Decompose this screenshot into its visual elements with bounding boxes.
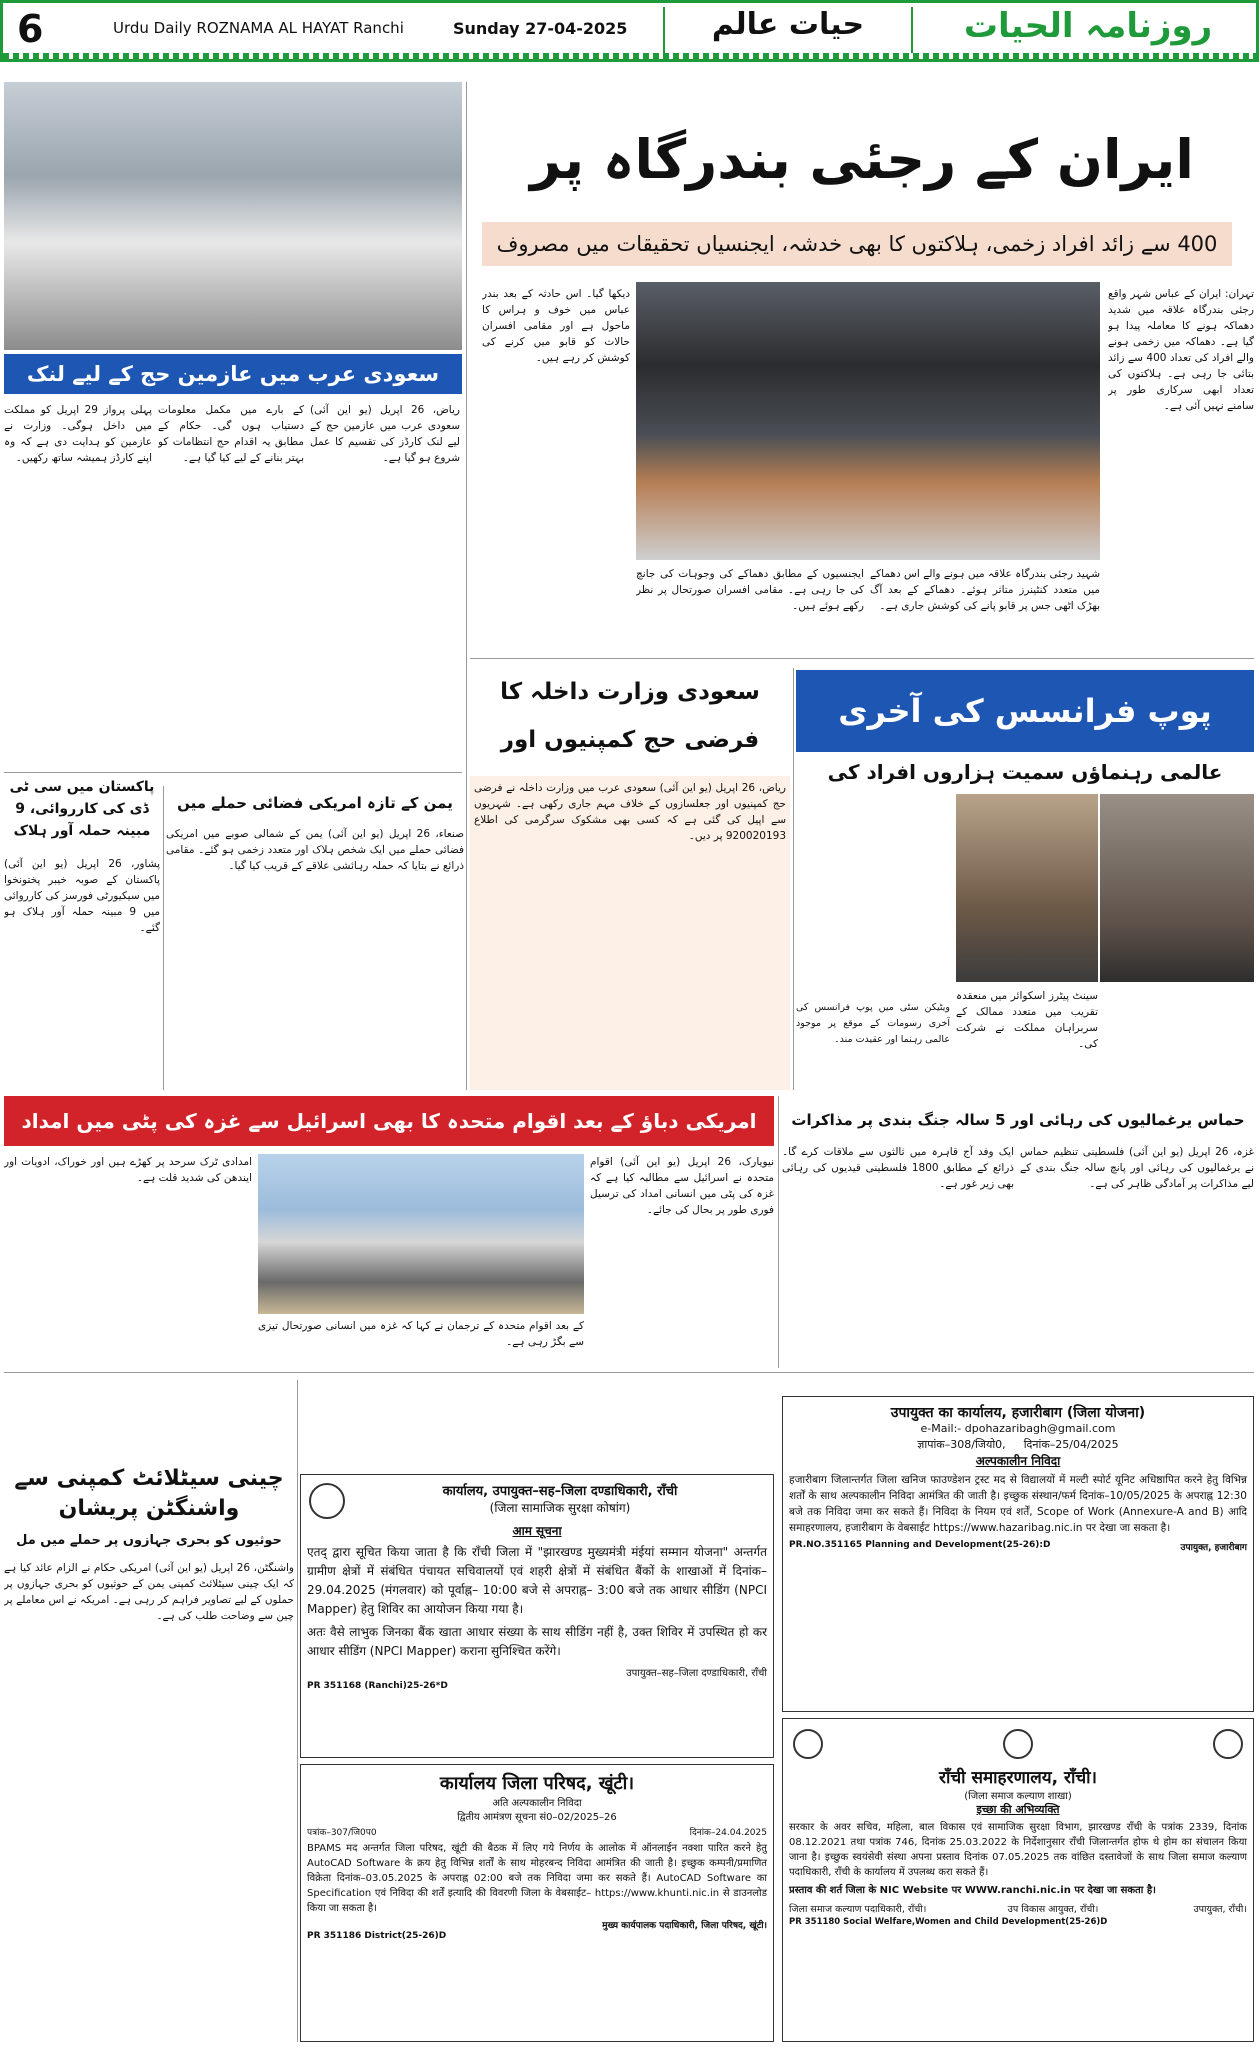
hamas-col-1: غزہ، 26 اپریل (یو این آئی) فلسطینی تنظیم حماس نے یرغمالیوں کی رہائی اور پانچ سالہ جنگ بندی کے لیے مذاکرات پر آمادگی ظاہر کی ہے۔ xyxy=(1020,1146,1254,1190)
ad-ranchi-ssc-subtitle: (जिला सामाजिक सुरक्षा कोषांग) xyxy=(489,1501,631,1515)
saudi-hajj-col-1: ریاض، 26 اپریل (یو این آئی) سعودی عرب میں عازمین حج کے لیے لنک کارڈز کی تقسیم کا عمل شروع ہو گیا ہے۔ xyxy=(310,404,460,464)
ad-hazaribagh-notice: अल्पकालीन निविदा xyxy=(975,1454,1061,1468)
iran-col-2: شہید رجئی بندرگاہ علاقہ میں ہونے والے اس دھماکے میں متعدد کنٹینرز متاثر ہوئے۔ دھماکے کے بعد آگ بھڑک اٹھی جس پر قابو پانے کی کوشش جاری ہے۔ xyxy=(870,568,1100,612)
ad-hazaribagh-pr: PR.NO.351165 Planning and Development(25-26):D xyxy=(789,1540,1051,1550)
ad-hazaribagh-signatory: उपायुक्त, हजारीबाग xyxy=(1180,1543,1247,1553)
ad-hazaribagh-date: दिनांक–25/04/2025 xyxy=(1023,1438,1119,1451)
pakistan-body: پشاور، 26 اپریل (یو این آئی) پاکستان کے صوبہ خیبر پختونخوا میں سیکیورٹی فورسز کی کارروائی میں 9 مبینہ حملہ آور ہلاک ہو گئے۔ xyxy=(4,858,160,934)
un-gaza-col-1: نیویارک، 26 اپریل (یو این آئی) اقوام متحدہ نے اسرائیل سے مطالبہ کیا ہے کہ غزہ کی پٹی میں انسانی امداد کی ترسیل فوری طور پر بحال کی جائے۔ xyxy=(590,1156,774,1216)
yemen-body: صنعاء، 26 اپریل (یو این آئی) یمن کے شمالی صوبے میں امریکی فضائی حملے میں ایک شخص ہلاک اور متعدد زخمی ہو گئے۔ مقامی ذرائع نے بتایا کہ حملہ رہائشی علاقے کے قریب کیا گیا۔ xyxy=(166,828,464,872)
pope-funeral-photo xyxy=(956,794,1098,982)
ad-ranchi-ssc-signatory: उपायुक्त–सह–जिला दण्डाधिकारी, राँची xyxy=(626,1668,767,1679)
ad-ranchi-collectorate-sig-1: जिला समाज कल्याण पदाधिकारी, राँची। xyxy=(789,1904,927,1915)
saudi-hajj-col-3: پہلی پرواز 29 اپریل کو مملکت میں داخل ہوگی۔ وزارت نے عازمین کو ہدایت دی ہے کہ وہ اپنے کارڈز ہمیشہ ساتھ رکھیں۔ xyxy=(4,404,152,464)
iran-col-1: تہران: ایران کے عباس شہر واقع رجئی بندرگاہ علاقہ میں شدید دھماکہ ہونے کا معاملہ پیدا ہو گیا ہے۔ دھماکہ میں زخمی ہونے والے افراد کی تعداد 400 سے زائد بتائی جا رہی ہے۔ ہلاکتوں کی تعداد ابھی سرکاری طور پر سامنے نہیں آئی ہے۔ xyxy=(1108,288,1254,412)
ad-ranchi-collectorate-notice: इच्छा की अभिव्यक्ति xyxy=(976,1803,1060,1816)
china-body: واشنگٹن، 26 اپریل (یو این آئی) امریکی حکام نے الزام عائد کیا ہے کہ ایک چینی سیٹلائٹ کمپنی یمن کے حوثیوں کو بحری جہازوں پر حملوں کے لیے تصاویر فراہم کر رہی ہے۔ امریکہ نے اس معاملے پر چین سے وضاحت طلب کی ہے۔ xyxy=(4,1562,294,1622)
china-headline: چینی سیٹلائٹ کمپنی سے واشنگٹن پریشان xyxy=(14,1466,284,1521)
ad-khunti xyxy=(300,1764,774,2042)
iran-subhead: 400 سے زائد افراد زخمی، ہلاکتوں کا بھی خدشہ، ایجنسیاں تحقیقات میں مصروف xyxy=(482,222,1232,266)
fake-hajj-headline: سعودی وزارت داخلہ کا فرضی حج کمپنیوں اور xyxy=(500,679,760,753)
pope-col-2: سینٹ پیٹرز اسکوائر میں منعقدہ تقریب میں متعدد ممالک کے سربراہان مملکت نے شرکت کی۔ xyxy=(956,990,1098,1050)
ad-khunti-body: BPAMS मद अन्तर्गत जिला परिषद, खूंटी की बैठक में लिए गये निर्णय के आलोक में ऑनलाईन नक्शा पारित करने हेतु AutoCAD Software के क्रय हेतु विभिन्न शर्तों के साथ मोहरबन्द निविदा आमंत्रित की जाती है। इच्छुक कम्पनी/प्रमाणित विक्रेता दिनांक–03.05.2025 के अपराह्न 02:00 बजे तक निविदा जमा कर सकते हैं। AutoCAD Software का Specification एवं निविदा की शर्तें इत्यादि की विवरणी जिला के वेबसाईट– https://www.khunti.nic.in से डाउनलोड किया जा सकता है। xyxy=(307,1843,767,1914)
ad-hazaribagh xyxy=(782,1396,1254,1712)
saudi-hajj-headline: سعودی عرب میں عازمین حج کے لیے لنک xyxy=(4,354,462,394)
aid-trucks-photo xyxy=(258,1154,584,1314)
port-explosion-photo xyxy=(636,282,1100,560)
ad-hazaribagh-email: e-Mail:- dpohazaribagh@gmail.com xyxy=(920,1422,1116,1435)
vatican-crowd-photo xyxy=(1100,794,1254,982)
ad-emblem-icon xyxy=(793,1729,823,1759)
ad-hazaribagh-ref: ज्ञापांक–308/जियो0, xyxy=(917,1438,1006,1451)
ad-ranchi-ssc-body: एतद् द्वारा सूचित किया जाता है कि राँची जिला में "झारखण्ड मुख्यमंत्री मंईयां सम्मान योजना" अन्तर्गत ग्रामीण क्षेत्रों में संबंधित पंचायत सचिवालयों एवं शहरी क्षेत्रों में संबंधित बैंकों के शाखाओं में दिनांक– 29.04.2025 (मंगलवार) को पूर्वाह्न– 10:00 बजे से अपराह्न– 3:00 बजे तक आधार सीडिंग (NPCI Mapper) हेतु शिविर का आयोजन किया गया है। xyxy=(307,1545,767,1616)
ad-khunti-pr: PR 351186 District(25-26)D xyxy=(307,1931,447,1941)
ad-khunti-signatory: मुख्य कार्यपालक पदाधिकारी, जिला परिषद, खूंटी। xyxy=(602,1921,767,1931)
ad-khunti-title: कार्यालय जिला परिषद, खूंटी। xyxy=(439,1773,635,1794)
ad-ranchi-collectorate-body: सरकार के अवर सचिव, महिला, बाल विकास एवं सामाजिक सुरक्षा विभाग, झारखण्ड राँची के पत्रांक 2339, दिनांक 08.12.2021 तथा पत्रांक 746, दिनांक 25.03.2022 के निर्देशानुसार राँची जिलान्तर्गत होफ थे होम का संचालन किया जाना है। इच्छुक स्वयंसेवी संस्था अपना प्रस्ताव दिनांक 07.05.2025 तक वांछित दस्तावेजों के साथ जिला समाज कल्याण पदाधिकारी, राँची के कार्यालय में उपलब्ध करा सकते हैं। xyxy=(789,1822,1247,1878)
iran-headline: ایران کے رجئی بندرگاہ پر xyxy=(530,128,1194,191)
ad-ranchi-ssc-body-2: अतः वैसे लाभुक जिनका बैंक खाता आधार संख्या के साथ सीडिंग नहीं है, उक्त शिविर में उपस्थित हो कर आधार सीडिंग (NPCI Mapper) कराना सुनिश्चित करेंगे। xyxy=(307,1625,767,1658)
masthead xyxy=(0,0,1259,62)
paper-name: Urdu Daily ROZNAMA AL HAYAT Ranchi xyxy=(113,19,404,37)
ad-khunti-date: दिनांक–24.04.2025 xyxy=(689,1828,767,1838)
ad-emblem-icon xyxy=(1003,1729,1033,1759)
saudi-hajj-col-2: کے بارے میں مکمل معلومات دستیاب ہوں گی۔ حکام کے مطابق یہ اقدام حج انتظامات کو بہتر بنانے کے لیے کیا گیا ہے۔ xyxy=(158,404,304,464)
pope-headline: پوپ فرانسس کی آخری xyxy=(796,670,1254,752)
ad-ranchi-ssc xyxy=(300,1474,774,1758)
un-gaza-col-3: کے بعد اقوام متحدہ کے ترجمان نے کہا کہ غزہ میں انسانی صورتحال تیزی سے بگڑ رہی ہے۔ xyxy=(258,1320,584,1348)
ad-khunti-subtitle-2: द्वितीय आमंत्रण सूचना सं0–02/2025–26 xyxy=(457,1812,617,1823)
hamas-col-2: ایک وفد آج قاہرہ میں ثالثوں سے ملاقات کرے گا۔ ذرائع کے مطابق 1800 فلسطینی قیدیوں کی رہائی بھی زیر غور ہے۔ xyxy=(782,1146,1014,1190)
ad-ranchi-collectorate-subtitle: (जिला समाज कल्याण शाखा) xyxy=(964,1791,1072,1802)
un-gaza-headline: امریکی دباؤ کے بعد اقوام متحدہ کا بھی اسرائیل سے غزہ کی پٹی میں امداد xyxy=(4,1096,774,1146)
china-subhead: حوثیوں کو بحری جہازوں پر حملے میں مل xyxy=(16,1533,282,1548)
pakistan-headline: پاکستان میں سی ٹی ڈی کی کارروائی، 9 مبینہ حملہ آور ہلاک xyxy=(9,779,155,839)
hajj-pilgrims-photo xyxy=(4,82,462,350)
ad-emblem-icon xyxy=(1213,1729,1243,1759)
ad-hazaribagh-body: हजारीबाग जिलान्तर्गत जिला खनिज फाउण्डेशन ट्रस्ट मद से विद्यालयों में मल्टी स्पोर्ट यूनिट अधिष्ठापित करने हेतु विभिन्न शर्तों के साथ अल्पकालीन निविदा आमंत्रित की जाती है। इच्छुक संस्थान/फर्म दिनांक–10/05/2025 के अपराह्न 12:30 बजे तक निविदा जमा कर सकते हैं। निविदा के नियम एवं शर्तें, Scope of Work (Annexure-A and B) आदि समाहरणालय, हजारीबाग के वेबसाईट https://www.hazaribag.nic.in पर देखा जा सकता है। xyxy=(789,1474,1247,1534)
page-number: 6 xyxy=(17,7,44,51)
iran-col-4: دیکھا گیا۔ اس حادثہ کے بعد بندر عباس میں خوف و ہراس کا ماحول ہے اور مقامی افسران حالات کو قابو میں کرنے کی کوشش کر رہے ہیں۔ xyxy=(482,288,630,364)
ad-ranchi-ssc-title: कार्यालय, उपायुक्त–सह–जिला दण्डाधिकारी, राँची xyxy=(442,1484,678,1499)
ad-ranchi-ssc-pr: PR 351168 (Ranchi)25-26*D xyxy=(307,1681,448,1691)
ad-emblem-icon xyxy=(309,1483,345,1519)
fake-hajj-body: ریاض، 26 اپریل (یو این آئی) سعودی عرب میں وزارت داخلہ نے فرضی حج کمپنیوں اور جعلسازوں کے خلاف مہم جاری رکھی ہے۔ شہریوں سے اپیل کی گئی ہے کہ کسی بھی مشکوک سرگرمی کی اطلاع 920020193 پر دیں۔ xyxy=(470,776,790,1090)
masthead-stripe xyxy=(3,53,1256,59)
ad-ranchi-collectorate-sig-3: उपायुक्त, राँची। xyxy=(1193,1904,1247,1915)
hamas-headline: حماس یرغمالیوں کی رہائی اور 5 سالہ جنگ بندی پر مذاکرات xyxy=(791,1111,1245,1129)
iran-col-3: ایجنسیوں کے مطابق دھماکے کی وجوہات کی جانچ کی جا رہی ہے۔ مقامی افسران صورتحال پر نظر رکھے ہوئے ہیں۔ xyxy=(636,568,864,612)
newspaper-logo: روزنامہ الحیات xyxy=(963,6,1213,46)
ad-ranchi-collectorate-title: राँची समाहरणालय, राँची। xyxy=(939,1768,1097,1788)
issue-date: Sunday 27-04-2025 xyxy=(453,19,628,38)
ad-ranchi-ssc-notice: आम सूचना xyxy=(512,1524,562,1538)
ad-ranchi-collectorate-website: प्रस्ताव की शर्त जिला के NIC Website पर WWW.ranchi.nic.in पर देखा जा सकता है। xyxy=(789,1885,1156,1896)
ad-ranchi-collectorate xyxy=(782,1718,1254,2042)
ad-khunti-subtitle: अति अल्पकालीन निविदा xyxy=(492,1798,582,1809)
section-title: حیات عالم xyxy=(663,7,913,55)
ad-khunti-ref: पत्रांक–307/जि0प0 xyxy=(307,1828,377,1838)
ad-hazaribagh-title: उपायुक्त का कार्यालय, हजारीबाग (जिला योजना) xyxy=(890,1405,1146,1421)
ad-ranchi-collectorate-sig-2: उप विकास आयुक्त, राँची। xyxy=(1007,1904,1099,1915)
pope-subhead: عالمی رہنماؤں سمیت ہزاروں افراد کی xyxy=(827,760,1223,784)
ad-ranchi-collectorate-pr: PR 351180 Social Welfare,Women and Child Development(25-26)D xyxy=(789,1917,1108,1927)
un-gaza-col-2: امدادی ٹرک سرحد پر کھڑے ہیں اور خوراک، ادویات اور ایندھن کی شدید قلت ہے۔ xyxy=(4,1156,252,1184)
yemen-headline: یمن کے تازہ امریکی فضائی حملے میں xyxy=(177,794,453,812)
pope-caption: ویٹیکن سٹی میں پوپ فرانسس کی آخری رسومات کے موقع پر موجود عالمی رہنما اور عقیدت مند۔ xyxy=(796,1002,950,1045)
